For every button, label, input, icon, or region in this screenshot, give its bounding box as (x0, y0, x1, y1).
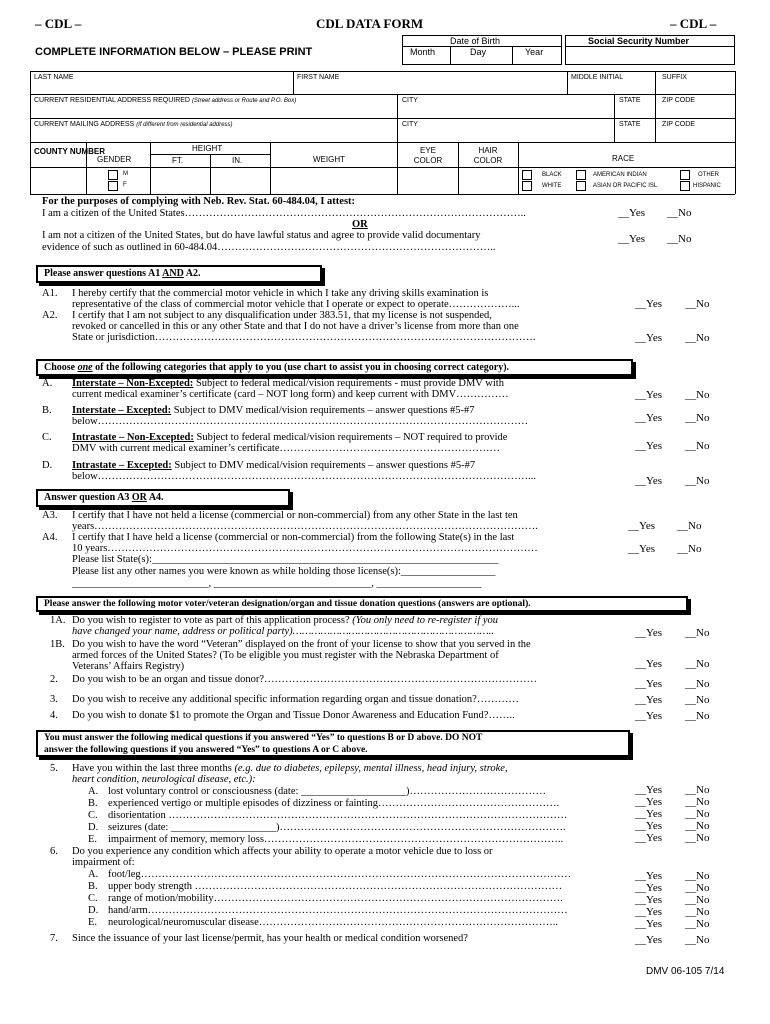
q-5b-yes[interactable]: __Yes (635, 796, 663, 808)
gender-m-label: M (123, 171, 128, 177)
cat-b-letter: B. (42, 405, 52, 416)
gender-m-checkbox[interactable] (108, 170, 118, 180)
q-5a-no[interactable]: __No (685, 784, 710, 796)
q-a4-states-field[interactable]: Please list State(s):__________________________________________________________________ (72, 554, 499, 565)
q-5c-yes[interactable]: __Yes (635, 808, 663, 820)
q-1b-no[interactable]: __No (685, 658, 710, 670)
q-7-number: 7. (50, 933, 58, 944)
q-a3-no[interactable]: __No (677, 520, 702, 532)
cat-c-yes[interactable]: __Yes (635, 440, 663, 452)
residential-address-label: CURRENT RESIDENTIAL ADDRESS REQUIRED (Street address or Route and P.O. Box) (34, 97, 297, 104)
q-a4-names-extra-field[interactable]: __________________________, ______________________________, ____________________ (72, 578, 482, 589)
q-a4-names-field[interactable]: Please list any other names you were known as while holding those license(s):__________________ (72, 566, 496, 577)
q-a3-line1: I certify that I have not held a license (commercial or non-commercial) from any other State in the last ten (72, 510, 518, 521)
res-state-label: STATE (619, 97, 641, 104)
q-a3-number: A3. (42, 510, 58, 521)
attest-citizen: I am a citizen of the United States…………………………………………………………………………………….. (42, 208, 526, 219)
height-in-label: IN. (232, 156, 243, 165)
cat-d-letter: D. (42, 460, 53, 471)
q-5e-no[interactable]: __No (685, 832, 710, 844)
q-6c-yes[interactable]: __Yes (635, 894, 663, 906)
q-a2-no[interactable]: __No (685, 332, 710, 344)
q-4-yes[interactable]: __Yes (635, 710, 663, 722)
cat-d-yes[interactable]: __Yes (635, 475, 663, 487)
q-1b-number: 1B. (50, 639, 65, 650)
q-2-number: 2. (50, 674, 58, 685)
q-6c-no[interactable]: __No (685, 894, 710, 906)
section-a3-a4-header: Answer question A3 OR A4. (36, 489, 290, 507)
cat-d-line2: below……………………………………………………………………………………………………………... (72, 471, 537, 482)
res-city-label: CITY (402, 97, 418, 104)
citizen-yes[interactable]: __Yes (618, 207, 646, 219)
noncitizen-yes[interactable]: __Yes (618, 233, 646, 245)
q-6d-letter: D. (88, 905, 99, 916)
cat-b-line2: below…………………………………………………………………………………………………………… (72, 416, 529, 427)
q-a4-number: A4. (42, 532, 58, 543)
q-5d-yes[interactable]: __Yes (635, 820, 663, 832)
q-a4-no[interactable]: __No (677, 543, 702, 555)
mail-state-label: STATE (619, 121, 641, 128)
q-1b-line1: Do you wish to have the word “Veteran” displayed on the front of your license to show that you served in the (72, 639, 531, 650)
cat-b-no[interactable]: __No (685, 412, 710, 424)
q-6-line2: impairment of: (72, 857, 135, 868)
q-6a-letter: A. (88, 869, 99, 880)
q-5e-text: impairment of memory, memory loss………………………………………………………………………….. (108, 834, 564, 845)
q-6b-yes[interactable]: __Yes (635, 882, 663, 894)
section-category-header: Choose one of the following categories that apply to you (use chart to assist you in choosing correct category). (36, 359, 633, 376)
q-5-line1: Have you within the last three months (e.g. due to diabetes, epilepsy, mental illness, head injury, stroke, (72, 763, 508, 774)
q-6e-yes[interactable]: __Yes (635, 918, 663, 930)
cat-c-line1: Intrastate – Non-Excepted: Subject to federal medical/vision requirements – NOT required to provide (72, 432, 508, 443)
q-1a-line2: have changed your name, address or political party)……………………………………………………….. (72, 626, 494, 637)
q-1b-yes[interactable]: __Yes (635, 658, 663, 670)
q-6d-no[interactable]: __No (685, 906, 710, 918)
q-7-yes[interactable]: __Yes (635, 934, 663, 946)
q-a2-line1: I certify that I am not subject to any disqualification under 383.51, that my license is not suspended, (72, 310, 492, 321)
q-6e-letter: E. (88, 917, 98, 928)
q-a4-line2: 10 years…………………………………………………………………………………………………………… (72, 543, 538, 554)
q-1a-line1: Do you wish to register to vote as part of this application process? (You only need to re-register if you (72, 615, 499, 626)
race-asian-label: ASIAN OR PACIFIC ISL (593, 183, 658, 189)
print-instruction: COMPLETE INFORMATION BELOW – PLEASE PRINT (35, 46, 313, 58)
eye-color-label: EYE COLOR (413, 146, 443, 165)
q-6d-text: hand/arm………………………………………………………………………………………………………… (108, 905, 568, 916)
mail-city-label: CITY (402, 121, 418, 128)
q-5e-letter: E. (88, 834, 98, 845)
race-white-checkbox[interactable] (522, 181, 532, 191)
q-a2-line3: State or jurisdiction………………………………………………………………………………………………. (72, 332, 536, 343)
cat-a-no[interactable]: __No (685, 389, 710, 401)
gender-label: GENDER (97, 155, 132, 164)
attest-intro: For the purposes of complying with Neb. Rev. Stat. 60-484.04, I attest: (42, 196, 356, 207)
gender-f-label: F (123, 182, 127, 188)
ssn-label: Social Security Number (588, 36, 690, 46)
q-a1-yes[interactable]: __Yes (635, 298, 663, 310)
q-5e-yes[interactable]: __Yes (635, 832, 663, 844)
q-5a-letter: A. (88, 786, 99, 797)
q-5c-letter: C. (88, 810, 98, 821)
q-7-text: Since the issuance of your last license/permit, has your health or medical condition worsened? (72, 933, 468, 944)
suffix-label: SUFFIX (662, 74, 687, 81)
q-2-text: Do you wish to be an organ and tissue donor?…………………………………………………………………… (72, 674, 537, 685)
q-2-no[interactable]: __No (685, 678, 710, 690)
gender-f-checkbox[interactable] (108, 181, 118, 191)
race-other-label: OTHER (698, 172, 719, 178)
q-6-number: 6. (50, 846, 58, 857)
q-7-no[interactable]: __No (685, 934, 710, 946)
q-5d-text: seizures (date: ____________________)………………………………………………………………………. (108, 822, 566, 833)
cat-b-yes[interactable]: __Yes (635, 412, 663, 424)
q-5-number: 5. (50, 763, 58, 774)
cat-a-letter: A. (42, 378, 53, 389)
q-6e-text: neurological/neuromuscular disease………………………………………………………………………….. (108, 917, 558, 928)
q-5-line2: heart condition, neurological disease, etc.): (72, 774, 256, 785)
section-medical-header (36, 730, 630, 757)
q-6b-letter: B. (88, 881, 98, 892)
cat-c-no[interactable]: __No (685, 440, 710, 452)
attest-noncitizen-1: I am not a citizen of the United States, but do have lawful status and agree to provide valid documentary (42, 230, 481, 241)
race-label: RACE (612, 154, 635, 163)
q-a2-line2: revoked or cancelled in this or any other State and that I do not have a driver’s license from more than one (72, 321, 519, 332)
q-a4-line1: I certify that I have held a license (commercial or non-commercial) from the following State(s) in the last (72, 532, 515, 543)
q-1b-line2: armed forces of the United States? (To be eligible you must register with the Nebraska Department of (72, 650, 499, 661)
race-white-label: WHITE (542, 183, 562, 189)
race-asian-checkbox[interactable] (576, 181, 586, 191)
medical-header-line1: You must answer the following medical questions if you answered “Yes” to questions B or D above. DO NOT (44, 733, 483, 743)
q-6c-letter: C. (88, 893, 98, 904)
q-6b-text: upper body strength …………………………………………………………………………………………… (108, 881, 563, 892)
q-3-no[interactable]: __No (685, 694, 710, 706)
right-tag: – CDL – (670, 16, 717, 31)
cat-c-line2: DMV with current medical examiner’s certificate……………………………………………………… (72, 443, 500, 454)
height-ft-label: FT. (172, 156, 184, 165)
county-number-label: COUNTY NUMBER (34, 147, 105, 156)
q-6d-yes[interactable]: __Yes (635, 906, 663, 918)
q-6c-text: range of motion/mobility………………………………………………………………………………………. (108, 893, 563, 904)
q-a3-line2: years………………………………………………………………………………………………………………. (72, 521, 538, 532)
q-a2-yes[interactable]: __Yes (635, 332, 663, 344)
q-a1-no[interactable]: __No (685, 298, 710, 310)
mail-zip-label: ZIP CODE (662, 121, 695, 128)
q-5d-no[interactable]: __No (685, 820, 710, 832)
q-5b-letter: B. (88, 798, 98, 809)
race-other-checkbox[interactable] (680, 170, 690, 180)
attest-noncitizen-2: evidence of such as outlined in 60-484.04…………………………………………………………………….. (42, 242, 496, 253)
q-6a-text: foot/leg…………………………………………………………………………………………………………… (108, 869, 572, 880)
hair-color-label: HAIR COLOR (473, 146, 503, 165)
q-4-number: 4. (50, 710, 58, 721)
race-american-indian-checkbox[interactable] (576, 170, 586, 180)
cat-a-line2: current medical examiner’s certificate (card – NOT long form) and keep current with DMV…………… (72, 389, 509, 400)
noncitizen-no[interactable]: __No (667, 233, 692, 245)
dob-month: Month (410, 47, 436, 57)
form-id: DMV 06-105 7/14 (646, 966, 725, 977)
q-a2-number: A2. (42, 310, 58, 321)
cat-b-line1: Interstate – Excepted: Subject to DMV medical/vision requirements – answer questions #5-#7 (72, 405, 475, 416)
q-5d-letter: D. (88, 822, 99, 833)
cat-d-line1: Intrastate – Excepted: Subject to DMV medical/vision requirements – answer questions #5-#7 (72, 460, 476, 471)
q-1a-number: 1A. (50, 615, 66, 626)
section-a1-a2-header: Please answer questions A1 AND A2. (36, 265, 322, 283)
res-zip-label: ZIP CODE (662, 97, 695, 104)
cat-a-line1: Interstate – Non-Excepted: Subject to federal medical/vision requirements - must provide DMV with (72, 378, 504, 389)
cat-c-letter: C. (42, 432, 52, 443)
cat-d-no[interactable]: __No (685, 475, 710, 487)
weight-label: WEIGHT (313, 155, 345, 164)
mailing-address-label: CURRENT MAILING ADDRESS (If different from residential address) (34, 121, 233, 128)
q-a3-yes[interactable]: __Yes (628, 520, 656, 532)
q-1a-no[interactable]: __No (685, 627, 710, 639)
q-a1-line2: representative of the class of commercial motor vehicle that I operate or expect to operate………………... (72, 299, 520, 310)
q-5b-text: experienced vertigo or multiple episodes of dizziness or fainting……………………………………………. (108, 798, 560, 809)
q-3-yes[interactable]: __Yes (635, 694, 663, 706)
race-black-label: BLACK (542, 172, 562, 178)
q-3-number: 3. (50, 694, 58, 705)
q-6a-yes[interactable]: __Yes (635, 870, 663, 882)
middle-initial-label: MIDDLE INITIAL (571, 74, 624, 81)
dob-day: Day (470, 47, 487, 57)
q-6b-no[interactable]: __No (685, 882, 710, 894)
q-a1-number: A1. (42, 288, 58, 299)
q-3-text: Do you wish to receive any additional specific information regarding organ and tissue donation?………… (72, 694, 519, 705)
height-label: HEIGHT (192, 144, 223, 153)
q-5a-yes[interactable]: __Yes (635, 784, 663, 796)
citizen-no[interactable]: __No (667, 207, 692, 219)
q-6e-no[interactable]: __No (685, 918, 710, 930)
q-1b-line3: Veterans’ Affairs Registry) (72, 661, 185, 672)
section-motor-voter-header: Please answer the following motor voter/veteran designation/organ and tissue donation questions (answers are optional). (36, 596, 688, 612)
q-a1-line1: I hereby certify that the commercial motor vehicle in which I take any driving skills examination is (72, 288, 489, 299)
q-4-text: Do you wish to donate $1 to promote the Organ and Tissue Donor Awareness and Education Fund?…….. (72, 710, 515, 721)
race-hispanic-label: HISPANIC (693, 183, 721, 189)
q-5c-text: disorientation …………………………………………………………………………………………………… (108, 810, 568, 821)
q-4-no[interactable]: __No (685, 710, 710, 722)
attest-or: OR (352, 219, 368, 230)
race-hispanic-checkbox[interactable] (680, 181, 690, 191)
race-american-indian-label: AMERICAN INDIAN (593, 172, 647, 178)
dob-label: Date of Birth (450, 36, 501, 46)
cat-a-yes[interactable]: __Yes (635, 389, 663, 401)
q-1a-yes[interactable]: __Yes (635, 627, 663, 639)
q-2-yes[interactable]: __Yes (635, 678, 663, 690)
q-a4-yes[interactable]: __Yes (628, 543, 656, 555)
race-black-checkbox[interactable] (522, 170, 532, 180)
last-name-label: LAST NAME (34, 74, 74, 81)
dob-year: Year (525, 47, 544, 57)
q-5c-no[interactable]: __No (685, 808, 710, 820)
first-name-label: FIRST NAME (297, 74, 340, 81)
q-5a-text: lost voluntary control or consciousness (date: ____________________)………………………………… (108, 786, 547, 797)
form-title: CDL DATA FORM (316, 16, 424, 31)
q-6-line1: Do you experience any condition which affects your ability to operate a motor vehicle due to loss or (72, 846, 493, 857)
q-6a-no[interactable]: __No (685, 870, 710, 882)
medical-header-line2: answer the following questions if you answered “Yes” to questions A or C above. (44, 745, 368, 755)
q-5b-no[interactable]: __No (685, 796, 710, 808)
left-tag: – CDL – (35, 16, 82, 31)
